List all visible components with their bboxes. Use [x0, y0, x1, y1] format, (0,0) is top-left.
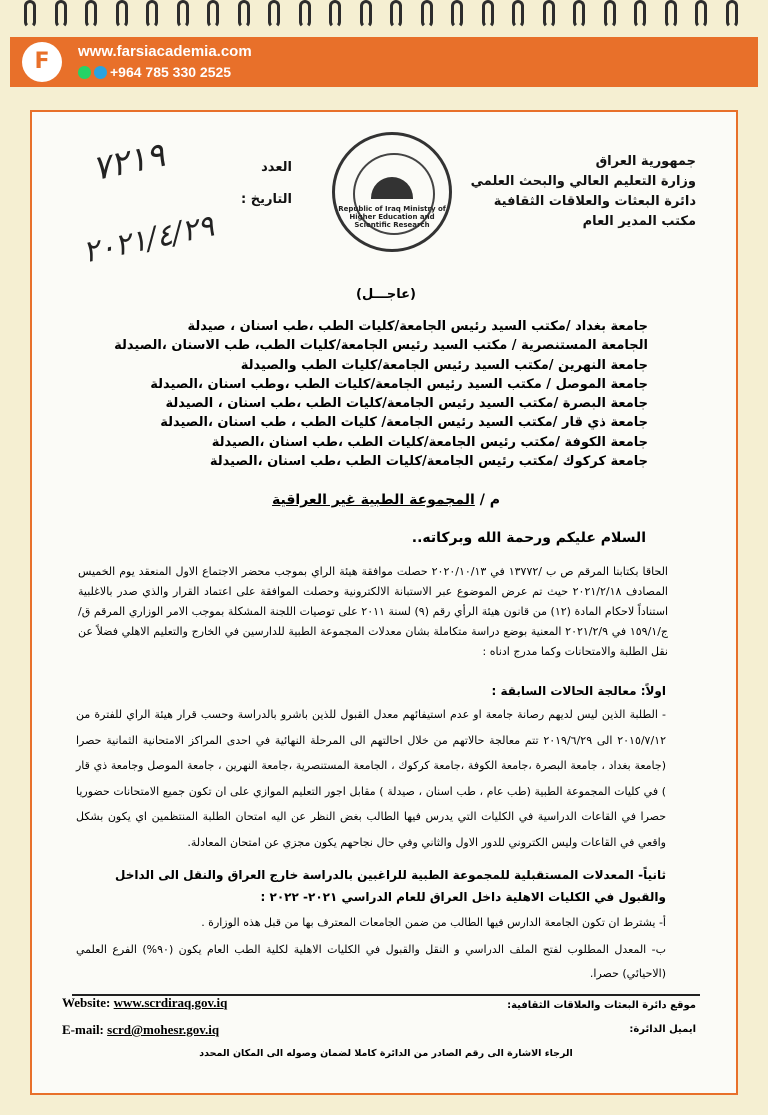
greeting: السلام عليكم ورحمة الله وبركاته..	[411, 530, 646, 546]
department-name: دائرة البعثات والعلاقات الثقافية	[493, 194, 696, 209]
number-label: العدد	[261, 160, 292, 175]
footer-email-label-ar: ايميل الدائرة:	[629, 1024, 696, 1035]
section1-title: اولاً: معالجة الحالات السابقة :	[491, 684, 666, 698]
date-label: التاريخ :	[241, 192, 292, 207]
addressee-line: جامعة بغداد /مكتب السيد رئيس الجامعة/كليات الطب ،طب اسنان ، صيدلة	[187, 319, 648, 334]
addressee-list	[114, 317, 648, 471]
addressee-line: جامعة الموصل / مكتب السيد رئيس الجامعة/كليات الطب ،وطب اسنان ،الصيدلة	[150, 376, 648, 392]
office-name: مكتب المدير العام	[582, 214, 696, 229]
section2-item-b: ب- المعدل المطلوب لفتح الملف الدراسي و النقل والقبول في الكليات الاهلية لكلية الطب العام يكون (٩٠%) الفرع العلمي (الاحيائي) حصرا.	[76, 943, 666, 980]
brand-banner	[10, 37, 758, 87]
addressee-line: جامعة البصرة /مكتب السيد رئيس الجامعة/كليات الطب ،طب اسنان ، الصيدلة	[165, 396, 648, 412]
spiral-ring	[146, 0, 158, 28]
footer-site-label-ar: موقع دائرة البعثات والعلاقات الثقافية:	[507, 1000, 696, 1011]
website-label: Website:	[62, 995, 111, 1010]
website-link[interactable]: www.scrdiraq.gov.iq	[113, 995, 228, 1010]
ministry-seal-icon	[332, 132, 452, 252]
section2-title: ثانياً- المعدلات المستقبلية للمجموعة الطبية للراغبين بالدراسة خارج العراق والنقل الى الداخل والقبول في الكليات الاهلية داخل العراق للعام الدراسي ٢٠٢١- ٢٠٢٢ :	[115, 868, 666, 904]
spiral-ring	[543, 0, 555, 28]
country-name: جمهورية العراق	[595, 154, 696, 169]
reference-block	[72, 134, 292, 292]
urgent-label: (عاجـــل)	[356, 287, 416, 302]
spiral-ring	[207, 0, 219, 28]
spiral-ring	[238, 0, 250, 28]
seal-text: Republic of Iraq Ministry of Higher Education and Scientific Research	[338, 205, 446, 229]
spiral-ring	[512, 0, 524, 28]
subject-prefix: م /	[479, 492, 500, 508]
ministry-header	[471, 152, 696, 232]
handwritten-number: ٧٢١٩	[88, 134, 169, 190]
intro-paragraph: الحاقا بكتابنا المرقم ص ب /١٣٧٧٢ في ٢٠٢٠/١٠/١٣ حصلت موافقة هيئة الراي بموجب محضر الاجتماع الاول المنعقد يوم الخميس المصادف ٢٠٢١/٢/١٨ حيث تم عرض الموضوع عبر الاستبانة الالكترونية وحصلت الموافقة على اعتماد القرار والذي صدر بالاغلبية استناداً لاحكام المادة (١٢) من قانون هيئة الرأي رقم (٩) لسنة ٢٠١١ على توصيات اللجنة المشكلة بموجب الامر الوزاري المرقم ق/ج/١٥٩/١ في ٢٠٢١/٢/٩ المعنية بوضع دراسة متكاملة بشان معدلات المجموعة الطبية للدارسين في الخارج والتعليم الاهلي فضلاً عن نقل الطلبة والامتحانات وكما مدرج ادناه :	[78, 565, 669, 658]
section2-item-a: أ- يشترط ان تكون الجامعة الدارس فيها الطالب من ضمن الجامعات المعترف بها من قبل هذه الوزارة .	[201, 916, 666, 929]
spiral-ring	[329, 0, 341, 28]
spiral-ring	[695, 0, 707, 28]
spiral-ring	[177, 0, 189, 28]
document-page	[30, 110, 738, 1095]
spiral-ring	[55, 0, 67, 28]
whatsapp-icon	[78, 66, 91, 79]
subject-text: المجموعة الطبية غير العراقية	[272, 492, 475, 508]
footer-note: الرجاء الاشارة الى رقم الصادر من الدائرة كاملا لضمان وصوله الى المكان المحدد	[199, 1048, 573, 1059]
email-link[interactable]: scrd@mohesr.gov.iq	[107, 1022, 220, 1037]
footer-email	[62, 1022, 219, 1038]
email-label: E-mail:	[62, 1022, 104, 1037]
spiral-ring	[85, 0, 97, 28]
addressee-line: جامعة ذي قار /مكتب السيد رئيس الجامعة/ كليات الطب ، طب اسنان ،الصيدلة	[160, 415, 648, 431]
spiral-ring	[360, 0, 372, 28]
notebook-spiral	[0, 0, 768, 36]
spiral-ring	[268, 0, 280, 28]
spiral-ring	[451, 0, 463, 28]
telegram-icon	[94, 66, 107, 79]
addressee-line: جامعة الكوفة /مكتب رئيس الجامعة/كليات الطب ،طب اسنان ،الصيدلة	[211, 434, 648, 450]
spiral-ring	[390, 0, 402, 28]
spiral-ring	[482, 0, 494, 28]
addressee-line: جامعة النهرين /مكتب السيد رئيس الجامعة/كليات الطب والصيدلة	[240, 357, 648, 373]
spiral-ring	[604, 0, 616, 28]
handwritten-date: ٢٠٢١/٤/٢٩	[79, 208, 218, 271]
spiral-ring	[726, 0, 738, 28]
farsi-academia-logo-icon: F	[22, 42, 62, 82]
ministry-name: وزارة التعليم العالي والبحث العلمي	[470, 174, 696, 189]
subject-line	[32, 492, 738, 508]
spiral-ring	[634, 0, 646, 28]
spiral-ring	[665, 0, 677, 28]
spiral-ring	[573, 0, 585, 28]
addressee-line: الجامعة المستنصرية / مكتب السيد رئيس الجامعة/كليات الطب، طب الاسنان ،الصيدلة	[114, 338, 648, 354]
footer-website	[62, 995, 227, 1011]
section1-paragraph: - الطلبة الذين ليس لديهم رصانة جامعة او عدم استيفائهم معدل القبول للذين باشرو بالدراسة وحسب قرار هيئة الراي للفترة من ٢٠١٥/٧/١٢ الى ٢٠١٩/٦/٢٩ تتم معالجة حالاتهم من خلال احالتهم الى المرحلة النهائية في احدى المراكز الامتحانية الثمانية حصرا (جامعة بغداد ، جامعة البصرة ،جامعة الكوفة ،جامعة كركوك ، الجامعة المستنصرية ،جامعة النهرين ، جامعة الموصل وجامعة ذي قار ) في كليات المجموعة الطبية (طب عام ، طب اسنان ، صيدلة ) مقابل اجور التعليم الموازي على ان تكون جميع الامتحانات حضوريا حصرا في القاعات الدراسية في الكليات التي يدرس فيها الطالب بغض النظر عن اليه امتحان الطلبة المنتظمين اي يكون بشكل واقعي في القاعات وليس الكتروني للدور الاول والثاني وفي حال نجاحهم يكون مجزي عن امتحان المعادلة.	[76, 708, 666, 849]
spiral-ring	[116, 0, 128, 28]
banner-website[interactable]: www.farsiacademia.com	[78, 43, 252, 60]
spiral-ring	[24, 0, 36, 28]
spiral-ring	[421, 0, 433, 28]
spiral-ring	[299, 0, 311, 28]
phone-number: +964 785 330 2525	[110, 64, 232, 80]
addressee-line: جامعة كركوك /مكتب رئيس الجامعة/كليات الطب ،طب اسنان ،الصيدلة	[209, 454, 648, 470]
banner-phone[interactable]	[78, 64, 231, 80]
